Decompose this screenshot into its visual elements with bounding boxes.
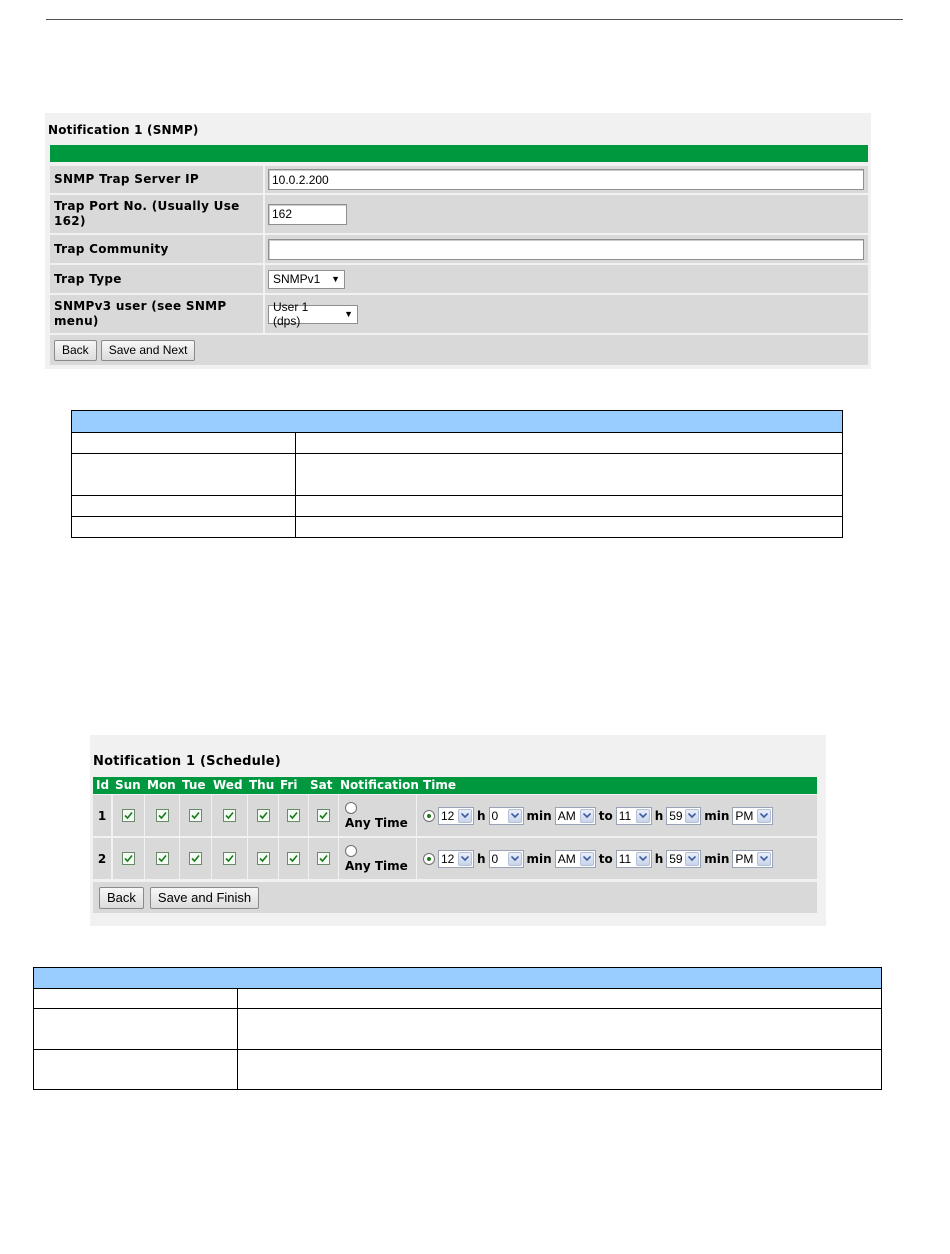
time-range-cell	[417, 795, 817, 836]
back-button[interactable]: Back	[54, 340, 97, 361]
time-range-radio[interactable]	[423, 810, 435, 822]
to-label: to	[598, 851, 613, 866]
table-cell	[72, 517, 296, 538]
save-and-next-button[interactable]: Save and Next	[101, 340, 196, 361]
to-ampm-select[interactable]: PM	[732, 850, 773, 868]
trap-port-row	[50, 195, 868, 233]
top-rule	[46, 19, 903, 20]
dropdown-arrow-icon	[757, 809, 771, 823]
dropdown-arrow-icon	[580, 809, 594, 823]
checkmark-icon	[191, 811, 200, 820]
selected-value: User 1 (dps)	[273, 300, 309, 328]
from-hour-select[interactable]: 12	[438, 807, 474, 825]
column-header-sun: Sun	[115, 778, 141, 792]
day-checkbox-sun[interactable]	[122, 809, 135, 822]
checkmark-icon	[259, 854, 268, 863]
day-checkbox-mon[interactable]	[156, 852, 169, 865]
dropdown-arrow-icon	[580, 852, 594, 866]
schedule-notification-panel	[90, 735, 826, 926]
day-checkbox-sat[interactable]	[317, 809, 330, 822]
any-time-radio[interactable]	[345, 845, 357, 857]
trap-server-ip-input[interactable]: 10.0.2.200	[268, 169, 864, 190]
panel-title: Notification 1 (SNMP)	[48, 123, 199, 137]
table-cell	[238, 1050, 882, 1090]
panel-title: Notification 1 (Schedule)	[93, 754, 281, 769]
table-cell	[72, 433, 296, 454]
column-header-wed: Wed	[213, 778, 243, 792]
from-minute-select[interactable]: 0	[489, 850, 524, 868]
column-header-thu: Thu	[249, 778, 275, 792]
field-label: SNMPv3 user (see SNMP menu)	[50, 295, 263, 333]
trap-type-select[interactable]	[268, 270, 345, 289]
dropdown-arrow-icon: ▼	[331, 274, 340, 284]
day-checkbox-fri[interactable]	[287, 852, 300, 865]
any-time-cell	[339, 838, 416, 879]
checkmark-icon	[289, 811, 298, 820]
table-cell	[238, 1009, 882, 1050]
any-time-label: Any Time	[345, 815, 408, 830]
any-time-label: Any Time	[345, 858, 408, 873]
minute-unit-label: min	[704, 808, 730, 823]
selected-value: SNMPv1	[273, 272, 321, 286]
dropdown-arrow-icon	[458, 809, 472, 823]
time-range-radio[interactable]	[423, 853, 435, 865]
table-cell	[296, 517, 843, 538]
day-checkbox-wed[interactable]	[223, 809, 236, 822]
any-time-cell	[339, 795, 416, 836]
row-id: 1	[93, 795, 111, 836]
time-range-cell	[417, 838, 817, 879]
dropdown-arrow-icon	[458, 852, 472, 866]
minute-unit-label: min	[704, 851, 730, 866]
day-checkbox-wed[interactable]	[223, 852, 236, 865]
row-id: 2	[93, 838, 111, 879]
button-bar	[93, 882, 817, 913]
column-header-id: Id	[96, 778, 110, 792]
day-checkbox-mon[interactable]	[156, 809, 169, 822]
checkmark-icon	[289, 854, 298, 863]
table-cell	[72, 454, 296, 496]
checkmark-icon	[158, 854, 167, 863]
snmpv3-user-select[interactable]	[268, 300, 358, 328]
from-ampm-select[interactable]: AM	[555, 850, 596, 868]
dropdown-arrow-icon	[508, 852, 522, 866]
dropdown-arrow-icon	[685, 809, 699, 823]
trap-type-row	[50, 265, 868, 293]
header-bar	[50, 145, 868, 162]
to-label: to	[598, 808, 613, 823]
dropdown-arrow-icon	[685, 852, 699, 866]
schedule-description-table	[33, 967, 882, 1090]
trap-port-input[interactable]: 162	[268, 204, 347, 225]
trap-community-input[interactable]	[268, 239, 864, 260]
checkmark-icon	[259, 811, 268, 820]
to-minute-select[interactable]: 59	[666, 850, 701, 868]
field-label: SNMP Trap Server IP	[50, 166, 263, 193]
dropdown-arrow-icon	[757, 852, 771, 866]
snmp-notification-panel	[45, 113, 871, 369]
dropdown-arrow-icon	[508, 809, 522, 823]
hour-unit-label: h	[477, 851, 486, 866]
table-cell	[72, 496, 296, 517]
field-label: Trap Type	[50, 265, 263, 293]
to-hour-select[interactable]: 11	[616, 807, 652, 825]
to-ampm-select[interactable]: PM	[732, 807, 773, 825]
day-checkbox-thu[interactable]	[257, 809, 270, 822]
schedule-header-bar	[93, 777, 817, 794]
column-header-fri: Fri	[280, 778, 298, 792]
button-bar	[50, 335, 868, 365]
snmpv3-user-row	[50, 295, 868, 333]
from-hour-select[interactable]: 12	[438, 850, 474, 868]
table-cell	[296, 433, 843, 454]
column-header-sat: Sat	[310, 778, 333, 792]
to-hour-select[interactable]: 11	[616, 850, 652, 868]
day-checkbox-tue[interactable]	[189, 852, 202, 865]
column-header-tue: Tue	[182, 778, 206, 792]
checkmark-icon	[225, 854, 234, 863]
trap-community-row	[50, 235, 868, 263]
day-checkbox-thu[interactable]	[257, 852, 270, 865]
checkmark-icon	[191, 854, 200, 863]
minute-unit-label: min	[526, 851, 552, 866]
checkmark-icon	[225, 811, 234, 820]
dropdown-arrow-icon	[636, 852, 650, 866]
checkmark-icon	[319, 811, 328, 820]
from-minute-select[interactable]: 0	[489, 807, 524, 825]
to-minute-select[interactable]: 59	[666, 807, 701, 825]
table-cell	[296, 496, 843, 517]
table-cell	[34, 1009, 238, 1050]
hour-unit-label: h	[477, 808, 486, 823]
back-button[interactable]: Back	[99, 887, 144, 909]
checkmark-icon	[319, 854, 328, 863]
dropdown-arrow-icon	[636, 809, 650, 823]
table-header	[34, 968, 882, 989]
schedule-row	[93, 838, 817, 879]
minute-unit-label: min	[526, 808, 552, 823]
trap-server-ip-row	[50, 166, 868, 193]
day-checkbox-fri[interactable]	[287, 809, 300, 822]
column-header-notification-time: Notification Time	[340, 778, 456, 792]
table-header	[72, 411, 843, 433]
snmp-description-table	[71, 410, 843, 538]
day-checkbox-sat[interactable]	[317, 852, 330, 865]
checkmark-icon	[124, 854, 133, 863]
dropdown-arrow-icon: ▼	[344, 309, 353, 319]
save-and-finish-button[interactable]: Save and Finish	[150, 887, 259, 909]
column-header-mon: Mon	[147, 778, 176, 792]
checkmark-icon	[124, 811, 133, 820]
from-ampm-select[interactable]: AM	[555, 807, 596, 825]
schedule-row	[93, 795, 817, 836]
checkmark-icon	[158, 811, 167, 820]
day-checkbox-sun[interactable]	[122, 852, 135, 865]
table-cell	[238, 989, 882, 1009]
field-label: Trap Community	[50, 235, 263, 263]
table-cell	[34, 1050, 238, 1090]
table-cell	[34, 989, 238, 1009]
field-label: Trap Port No. (Usually Use 162)	[50, 195, 263, 233]
table-cell	[296, 454, 843, 496]
hour-unit-label: h	[654, 851, 664, 866]
day-checkbox-tue[interactable]	[189, 809, 202, 822]
any-time-radio[interactable]	[345, 802, 357, 814]
hour-unit-label: h	[654, 808, 664, 823]
